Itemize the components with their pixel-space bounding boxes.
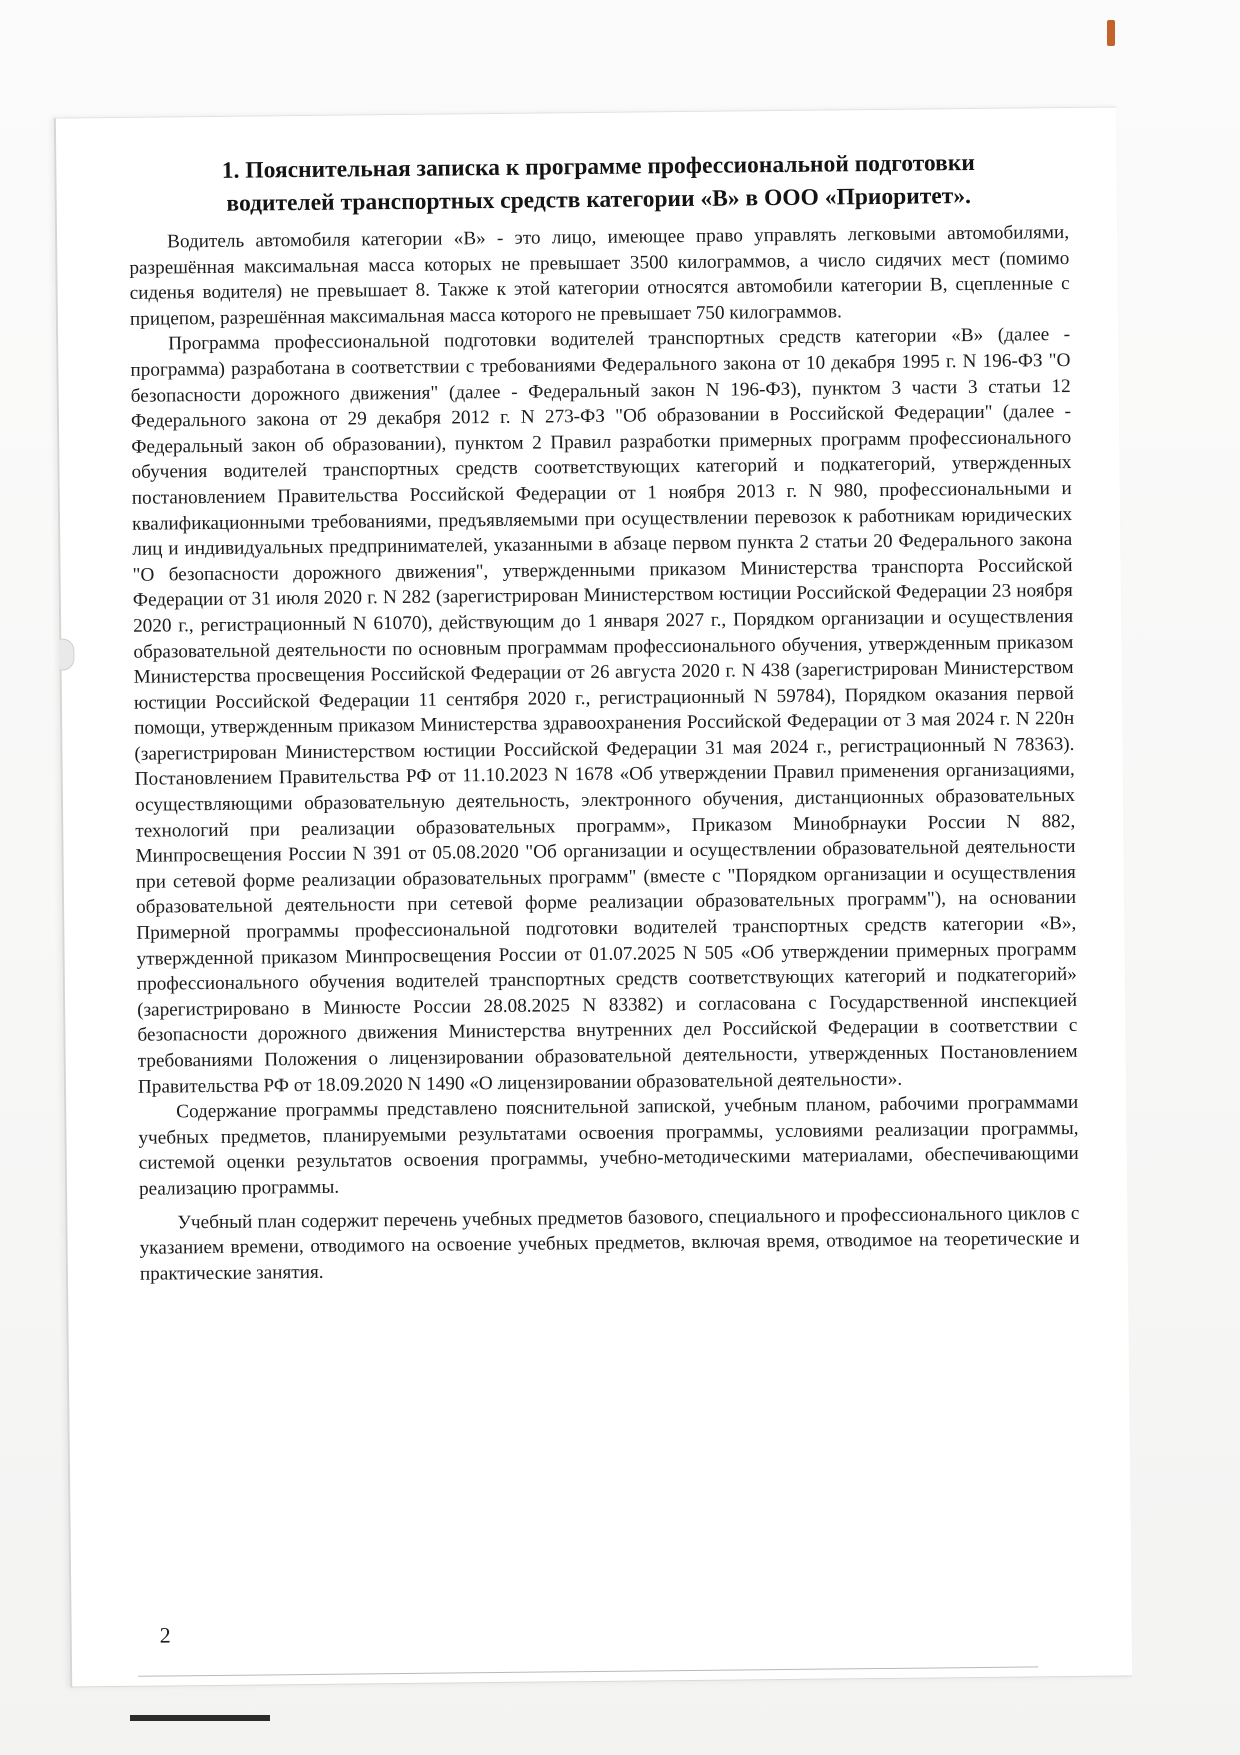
binding-hole	[59, 638, 74, 670]
document-page	[54, 106, 1132, 1687]
page-content	[128, 146, 1080, 1287]
page-number: 2	[159, 1622, 171, 1648]
footer-rule	[138, 1666, 1038, 1676]
paragraph-program-contents: Содержание программы представлено пояснительной запиской, учебным планом, рабочими программами учебных предметов, планируемыми результатами освоения программы, условиями реализации программы, системой оценки результатов освоения программы, учебно-методическими материалами, обеспечивающими реализацию программы.	[138, 1092, 1079, 1200]
paragraph-driver-definition: Водитель автомобиля категории «В» - это лицо, имеющее право управлять легковыми автомобилями, разрешённая максимальная масса которых не превышает 3500 килограммов, а число сидячих мест (помимо сиденья водителя) не превышает 8. Также к этой категории относятся автомобили категории В, сцепленные с прицепом, разрешённая максимальная масса которого не превышает 750 килограммов.	[129, 221, 1070, 330]
scan-bottom-edge	[130, 1715, 270, 1721]
section-title	[128, 146, 1069, 222]
scan-corner-mark	[1107, 20, 1115, 46]
section-title-line-2: водителей транспортных средств категории «В» в ООО «Приоритет».	[226, 183, 972, 217]
paragraph-curriculum: Учебный план содержит перечень учебных предметов базового, специального и профессионального циклов с указанием времени, отводимого на освоение учебных предметов, включая время, отводимое на теоретические и практические занятия.	[139, 1202, 1080, 1285]
section-title-line-1: 1. Пояснительная записка к программе профессиональной подготовки	[221, 149, 976, 184]
paragraph-legal-basis: Программа профессиональной подготовки водителей транспортных средств категории «В» (далее - программа) разработана в соответствии с требованиями Федерального закона от 10 декабря 1995 г. N 196-ФЗ "О безопасности дорожного движения" (далее - Федеральный закон N 196-ФЗ), пунктом 3 части 3 статьи 12 Федерального закона от 29 декабря 2012 г. N 273-ФЗ "Об образовании в Российской Федерации" (далее - Федеральный закон об образовании), пунктом 2 Правил разработки примерных программ профессионального обучения водителей транспортных средств соответствующих категорий и подкатегорий, утвержденных постановлением Правительства Российской Федерации от 1 ноября 2013 г. N 980, профессиональными и квалификационными требованиями, предъявляемыми при осуществлении перевозок к работникам юридических лиц и индивидуальных предпринимателей, указанными в абзаце первом пункта 2 статьи 20 Федерального закона "О безопасности дорожного движения", утвержденными приказом Министерства транспорта Российской Федерации от 31 июля 2020 г. N 282 (зарегистрирован Министерством юстиции Российской Федерации 23 ноября 2020 г., регистрационный N 61070), действующим до 1 января 2027 г., Порядком организации и осуществления образовательной деятельности по основным программам профессионального обучения, утвержденным приказом Министерства просвещения Российской Федерации от 26 августа 2020 г. N 438 (зарегистрирован Министерством юстиции Российской Федерации 11 сентября 2020 г., регистрационный N 59784), Порядком оказания первой помощи, утвержденным приказом Министерства здравоохранения Российской Федерации от 3 мая 2024 г. N 220н (зарегистрирован Министерством юстиции Российской Федерации 31 мая 2024 г., регистрационный N 78363). Постановлением Правительства РФ от 11.10.2023 N 1678 «Об утверждении Правил применения организациями, осуществляющими образовательную деятельность, электронного обучения, дистанционных образовательных технологий при реализации образовательных программ», Приказом Минобрнауки России N 882, Минпросвещения России N 391 от 05.08.2020 "Об организации и осуществлении образовательной деятельности при сетевой форме реализации образовательных программ" (вместе с "Порядком организации и осуществления образовательной деятельности при сетевой форме реализации образовательных программ"), на основании Примерной программы профессиональной подготовки водителей транспортных средств категории «В», утвержденной приказом Минпросвещения России от 01.07.2025 N 505 «Об утверждении примерных программ профессионального обучения водителей транспортных средств соответствующих категорий и подкатегорий» (зарегистрировано в Минюсте России 28.08.2025 N 83382) и согласована с Государственной инспекцией безопасности дорожного движения Министерства внутренних дел Российской Федерации в соответствии с требованиями Положения о лицензировании образовательной деятельности, утвержденных Постановлением Правительства РФ от 18.09.2020 N 1490 «О лицензировании образовательной деятельности».	[130, 324, 1078, 1098]
